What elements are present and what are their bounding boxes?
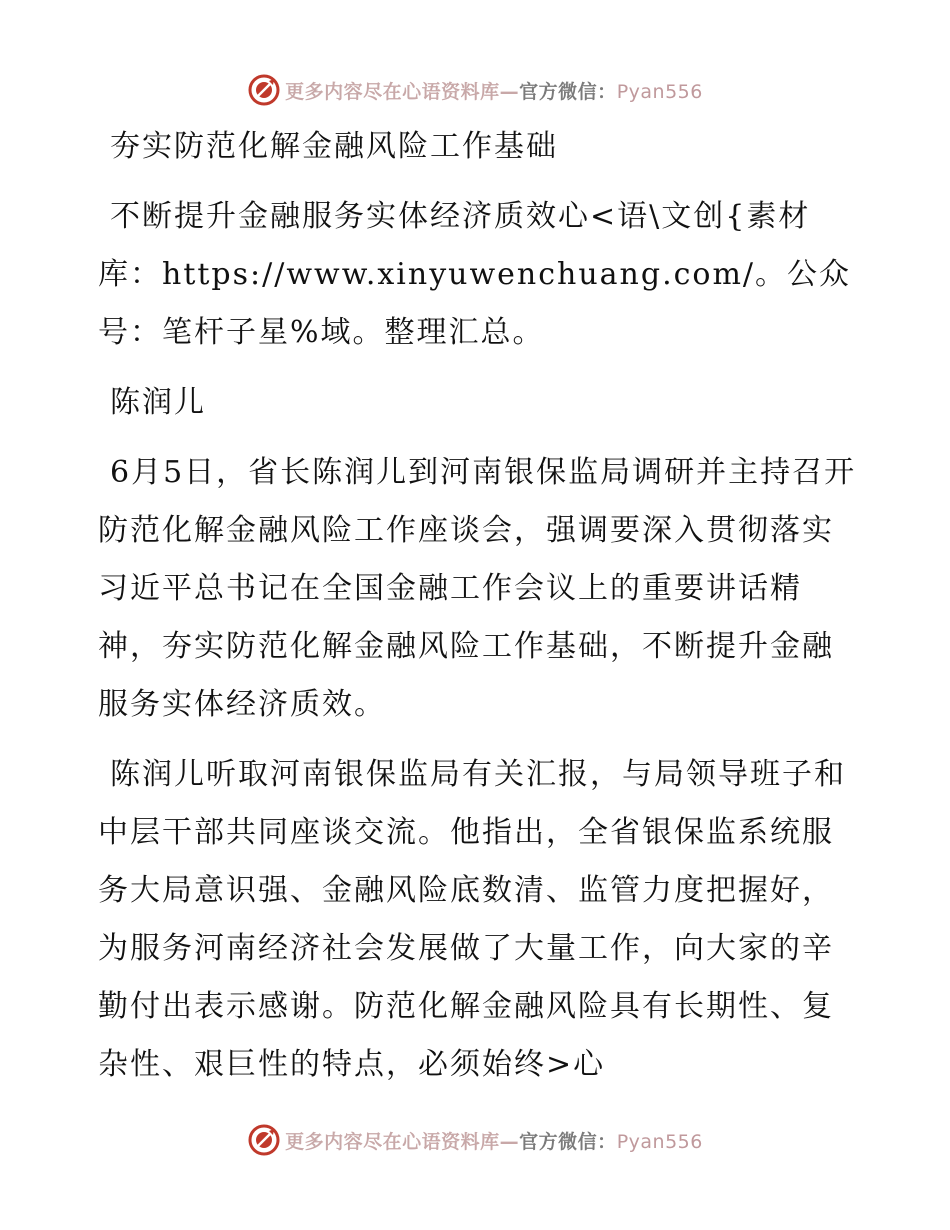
pen-logo-icon [247,73,281,107]
document-title: 夯实防范化解金融风险工作基础 [110,129,558,164]
document-author: 陈润儿 [110,385,206,420]
document-subtitle: 不断提升金融服务实体经济质效心<语\文创{素材库：https://www.xinyuwenchuang.com/。公众号：笔杆子星%域。整理汇总。 [98,199,852,350]
banner-main-text: 更多内容尽在心语资料库— [285,80,520,103]
banner-wechat-label: 官方微信： [519,80,617,103]
document-body [98,118,858,1094]
paragraph-1: 6月5日，省长陈润儿到河南银保监局调研并主持召开防范化解金融风险工作座谈会，强调要深入贯彻落实习近平总书记在全国金融工作会议上的重要讲话精神，夯实防范化解金融风险工作基础，不断提升金融服务实体经济质效。 [98,455,857,722]
banner-text [285,77,703,104]
paragraph-2: 陈润儿听取河南银保监局有关汇报，与局领导班子和中层干部共同座谈交流。他指出，全省银保监系统服务大局意识强、金融风险底数清、监管力度把握好，为服务河南经济社会发展做了大量工作，向大家的辛勤付出表示感谢。防范化解金融风险具有长期性、复杂性、艰巨性的特点，必须始终>心 [98,757,846,1082]
banner-wechat-id: Pyan556 [616,80,703,103]
banner-wechat-id: Pyan556 [616,1130,703,1153]
header-watermark-banner [0,70,950,110]
footer-watermark-banner [0,1120,950,1160]
banner-main-text: 更多内容尽在心语资料库— [285,1130,520,1153]
pen-logo-icon [247,1123,281,1157]
banner-text [285,1127,703,1154]
banner-wechat-label: 官方微信： [519,1130,617,1153]
